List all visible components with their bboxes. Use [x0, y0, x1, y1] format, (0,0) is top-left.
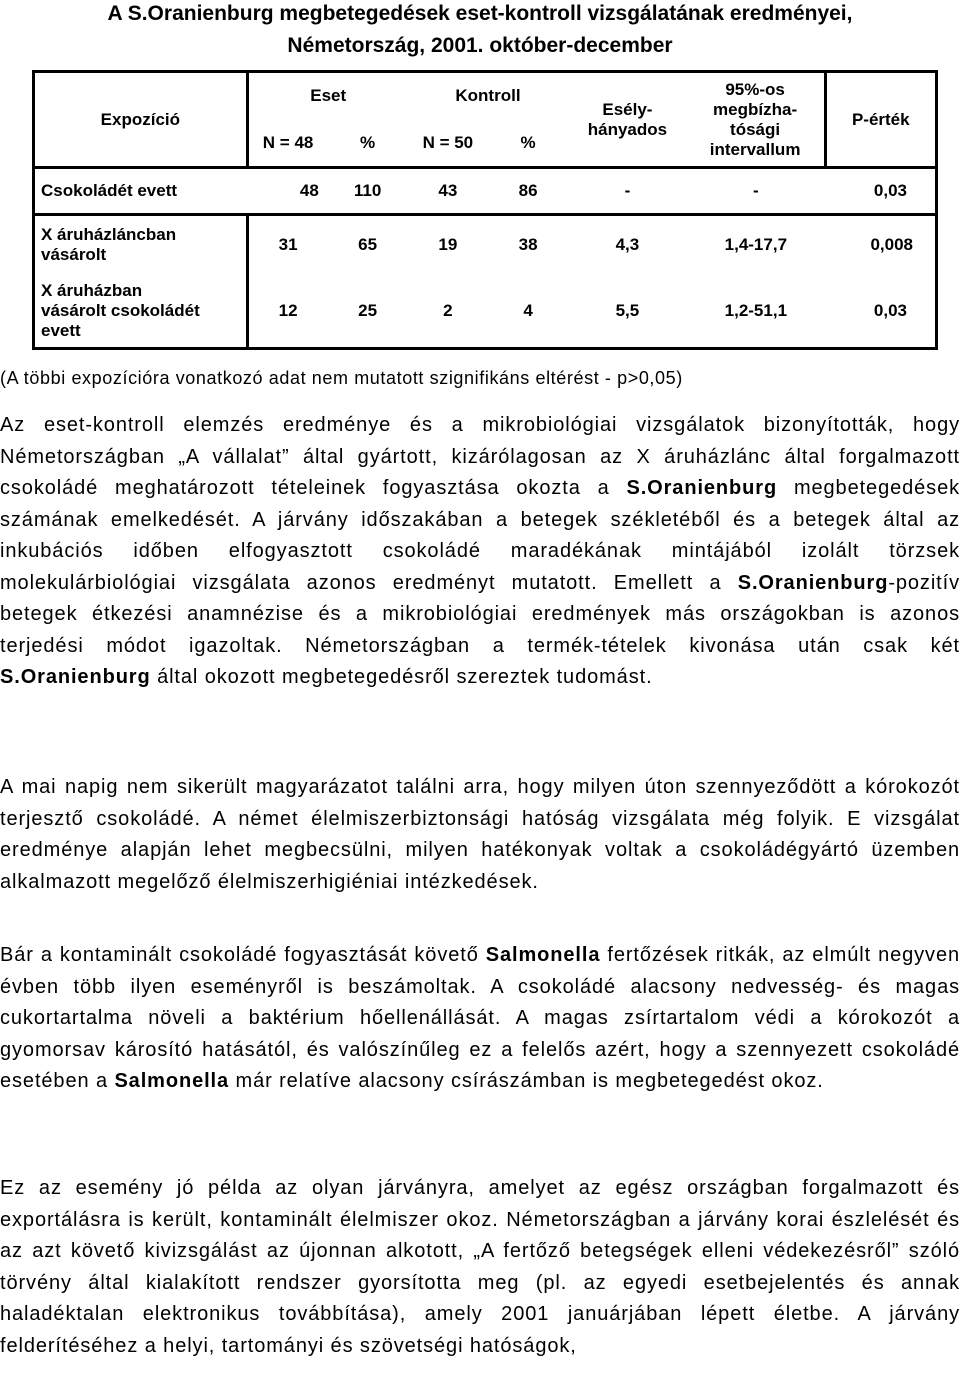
document-title-line2: Németország, 2001. október-december — [287, 34, 673, 57]
header-control: Kontroll — [455, 86, 521, 106]
cell-p: 0,03 — [873, 300, 907, 320]
cell-ci: 1,2-51,1 — [724, 300, 788, 320]
header-odds-ratio: Esély- hányados — [568, 72, 686, 168]
paragraph-3: Bár a kontaminált csokoládé fogyasztását követő Salmonella fertőzések ritkák, az elmúlt negyven évben több ilyen eseményről is beszámoltak. A csokoládé alacsony nedvesség- és magas cukortartalma növeli a baktérium hőellenállását. A magas zsírtartalom védi a kórokozót a gyomorsav károsító hatásától, és valószínűleg ez a felelős azért, hogy a szennyezett csokoládé esetében a Salmonella már relatíve alacsony csírászámban is megbetegedést okoz. — [0, 944, 960, 1092]
organism-name: Salmonella — [114, 1070, 230, 1092]
results-table — [32, 70, 938, 350]
cell-ci: - — [687, 168, 825, 215]
paragraph-4: Ez az esemény jó példa az olyan járványra, amelyet az egész országban forgalmazott és exportálásra is került, kontaminált élelmiszer okoz. Németországban a járvány korai észlelését és az azt követő kivizsgálást az újonnan alkotott, „A fertőző betegségek elleni védekezésről” szóló törvény által kialakított rendszer gyorsította meg (pl. az egyedi esetbejelentés és annak haladéktalan elektronikus továbbítása), amely 2001 januárjában lépett életbe. A járvány felderítéséhez a helyi, tartományi és szövetségi hatóságok, — [0, 1177, 960, 1357]
cell-odds: - — [568, 168, 686, 215]
organism-name: S.Oranienburg — [0, 666, 151, 688]
document-title-line1: A S.Oranienburg megbetegedések eset-kontroll vizsgálatának eredményei, — [107, 2, 853, 25]
organism-name: Salmonella — [485, 944, 601, 966]
row-label: X áruházban vásárolt csokoládét evett — [34, 275, 248, 349]
header-case: Eset — [310, 86, 347, 106]
header-p-value: P-érték — [825, 72, 936, 168]
organism-name: S.Oranienburg — [737, 571, 889, 594]
cell-control-pct: 86 — [488, 168, 568, 215]
cell-ci: 1,4-17,7 — [724, 235, 788, 255]
cell-control-n: 43 — [408, 168, 488, 215]
table-row — [34, 168, 937, 215]
cell-case-n: 31 — [278, 235, 298, 255]
cell-control-n: 19 — [438, 235, 458, 255]
cell-p: 0,008 — [870, 235, 913, 255]
table-footnote: (A többi expozícióra vonatkozó adat nem mutatott szignifikáns eltérést - p>0,05) — [0, 368, 683, 388]
cell-control-pct: 38 — [518, 235, 538, 255]
cell-case-pct: 110 — [327, 168, 407, 215]
cell-case-n: 12 — [278, 300, 298, 320]
header-case-pct: % — [327, 120, 407, 168]
cell-control-pct: 4 — [523, 300, 533, 320]
header-control-pct: % — [488, 120, 568, 168]
table-row — [34, 275, 937, 349]
cell-odds: 5,5 — [615, 300, 640, 320]
cell-case-pct: 65 — [358, 235, 378, 255]
row-label: Csokoládét evett 48 — [34, 168, 328, 215]
row-label: X áruházláncban vásárolt — [34, 215, 248, 275]
paragraph-2: A mai napig nem sikerült magyarázatot találni arra, hogy milyen úton szennyeződött a kórokozót terjesztő csokoládé. A német élelmiszerbiztonsági hatóság vizsgálata még folyik. E vizsgálat eredménye alapján lehet megbecsülni, milyen hatékonyak voltak a csokoládégyártó üzemben alkalmazott megelőző élelmiszerhigiéniai intézkedések. — [0, 776, 960, 893]
cell-odds: 4,3 — [615, 235, 640, 255]
header-exposure: Expozíció — [34, 72, 248, 168]
cell-control-n: 2 — [443, 300, 453, 320]
table-row — [34, 215, 937, 275]
paragraph-1: Az eset-kontroll elemzés eredménye és a mikrobiológiai vizsgálatok bizonyították, hogy Németországban „A vállalat” által gyártott, kizárólagosan az X áruházlánc által forgalmazott csokoládé meghatározott tételeinek fogyasztása okozta a S.Oranienburg megbetegedések számának emelkedését. A járvány időszakában a betegek székletéből és a betegek által az inkubációs időben elfogyasztott csokoládé maradékának mintájából izolált törzsek molekulárbiológiai vizsgálata azonos eredményt mutatott. Emellett a S.Oranienburg-pozitív betegek étkezési anamnézise és a mikrobiológiai eredmények más országokban is azonos terjedési módot igazoltak. Németországban a termék-tételek kivonása után csak két S.Oranienburg által okozott megbetegedésről szereztek tudomást. — [0, 414, 960, 688]
header-control-n: N = 50 — [408, 120, 488, 168]
organism-name: S.Oranienburg — [626, 477, 778, 499]
header-case-n: N = 48 — [247, 120, 327, 168]
cell-case-pct: 25 — [358, 300, 378, 320]
header-confidence-interval: 95%-os megbízha- tósági intervallum — [687, 72, 825, 168]
cell-p: 0,03 — [825, 168, 936, 215]
